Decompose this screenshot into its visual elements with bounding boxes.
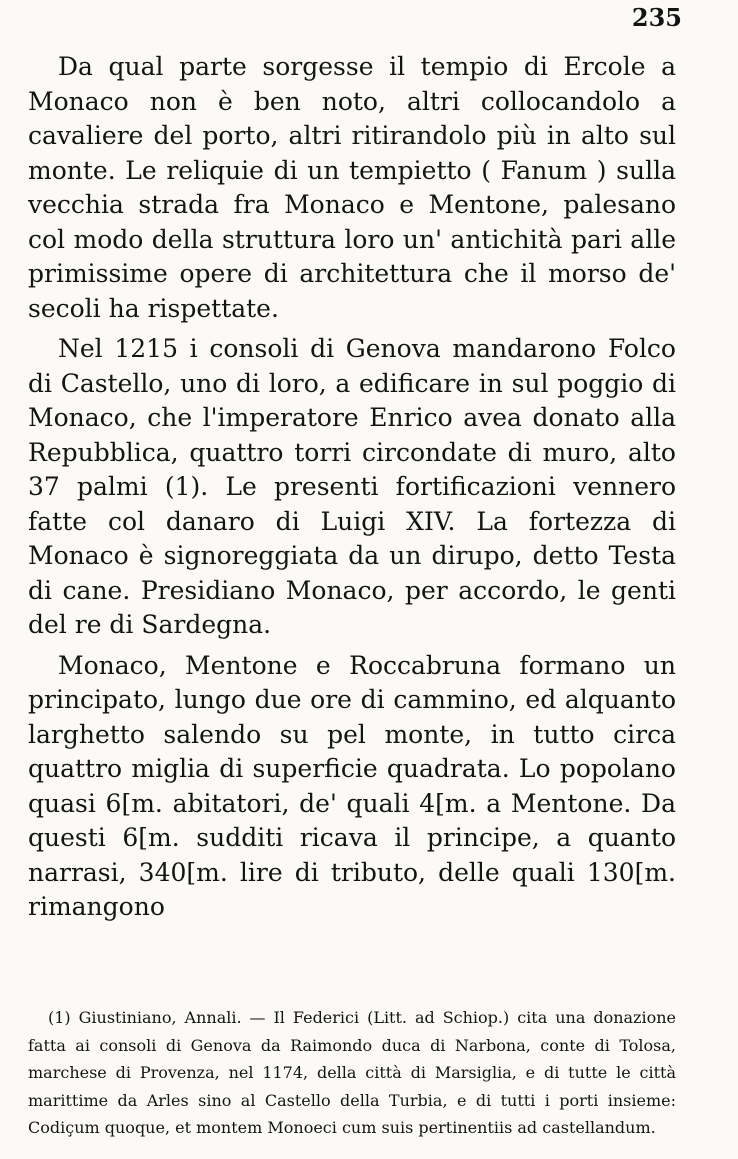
paragraph-3: Monaco, Mentone e Roccabruna formano un principato, lungo due ore di cammino, ed alquanto larghetto salendo su pel monte, in tutto circa quattro miglia di superficie quadrata. Lo popolano quasi 6[m. abitatori, de' quali 4[m. a Mentone. Da questi 6[m. sudditi ricava il principe, a quanto narrasi, 340[m. lire di tributo, delle quali 130[m. rimangono: [28, 650, 676, 921]
main-text: [28, 50, 676, 931]
footnote: (1) Giustiniano, Annali. — Il Federici (Litt. ad Schiop.) cita una donazione fatta ai consoli di Genova da Raimondo duca di Narbona, conte di Tolosa, marchese di Provenza, nel 1174, della città di Marsiglia, e di tutte le città marittime da Arles sino al Castello della Turbia, e di tutti i porti insieme: Codiçum quoque, et montem Monoeci cum suis pertinentiis ad castellandum.: [28, 1008, 676, 1137]
paragraph-1: Da qual parte sorgesse il tempio di Ercole a Monaco non è ben noto, altri collocandolo a cavaliere del porto, altri ritirandolo più in alto sul monte. Le reliquie di un tempietto ( Fanum ) sulla vecchia strada fra Monaco e Mentone, palesano col modo della struttura loro un' antichità pari alle primissime opere di architettura che il morso de' secoli ha rispettate.: [28, 52, 676, 323]
book-page: [28, 3, 682, 1146]
paragraph-2: Nel 1215 i consoli di Genova mandarono Folco di Castello, uno di loro, a edificare in sul poggio di Monaco, che l'imperatore Enrico avea donato alla Repubblica, quattro torri circondate di muro, alto 37 palmi (1). Le presenti fortificazioni vennero fatte col danaro di Luigi XIV. La fortezza di Monaco è signoreggiata da un dirupo, detto Testa di cane. Presidiano Monaco, per accordo, le genti del re di Sardegna.: [28, 334, 676, 639]
page-number: 235: [631, 3, 682, 32]
